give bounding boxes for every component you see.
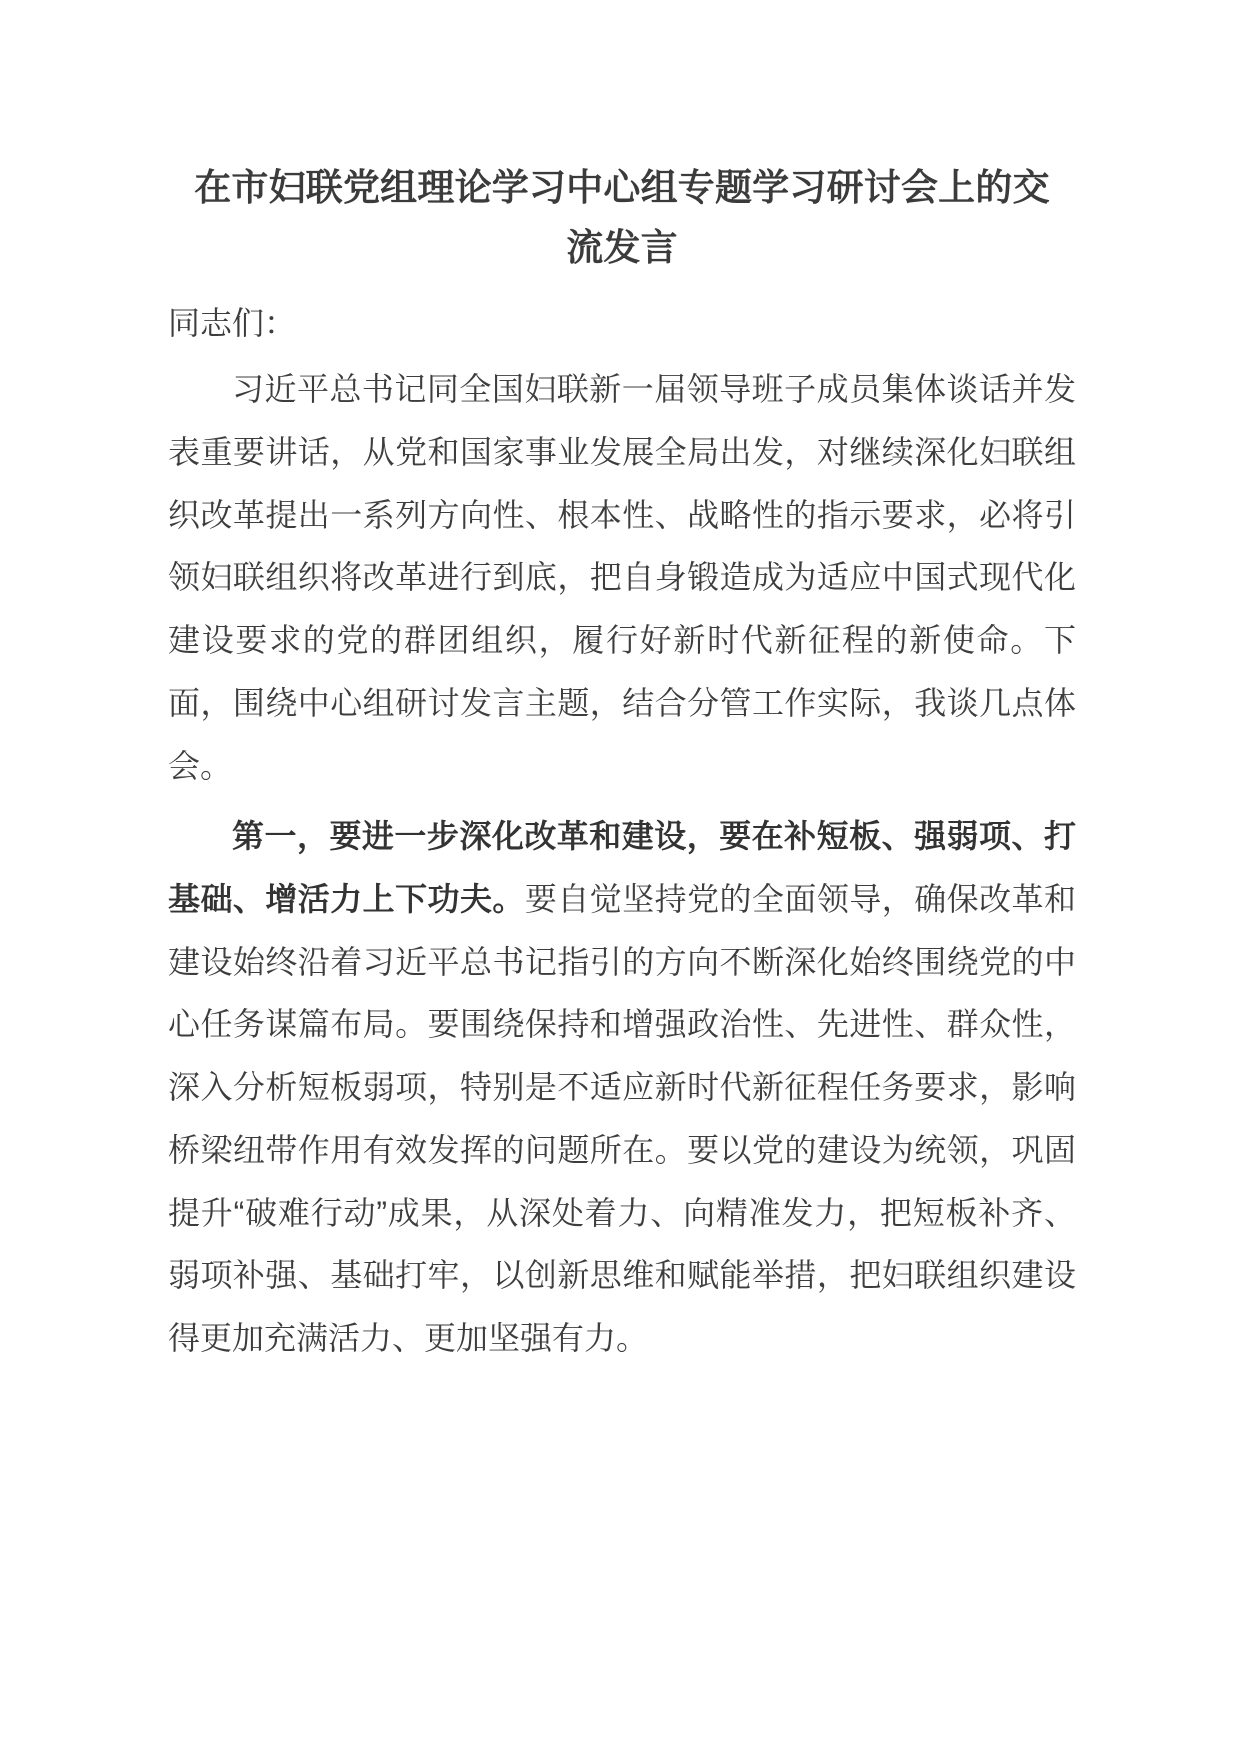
- paragraph-section-one: [168, 805, 1076, 1369]
- paragraph-intro-text: 习近平总书记同全国妇联新一届领导班子成员集体谈话并发表重要讲话，从党和国家事业发展全局出发，对继续深化妇联组织改革提出一系列方向性、根本性、战略性的指示要求，必将引领妇联组织将改革进行到底，把自身锻造成为适应中国式现代化建设要求的党的群团组织，履行好新时代新征程的新使命。下面，围绕中心组研讨发言主题，结合分管工作实际，我谈几点体会。: [168, 371, 1076, 784]
- paragraph-section-one-lead: 第一，要进一步深化改革和建设，要在补短板、强弱项、打基础、增活力上下功夫。: [168, 818, 1076, 918]
- paragraph-section-one-text: 要自觉坚持党的全面领导，确保改革和建设始终沿着习近平总书记指引的方向不断深化始终围绕党的中心任务谋篇布局。要围绕保持和增强政治性、先进性、群众性，深入分析短板弱项，特别是不适应新时代新征程任务要求，影响桥梁纽带作用有效发挥的问题所在。要以党的建设为统领，巩固提升“破难行动”成果，从深处着力、向精准发力，把短板补齐、弱项补强、基础打牢，以创新思维和赋能举措，把妇联组织建设得更加充满活力、更加坚强有力。: [168, 881, 1076, 1357]
- document-body: [168, 158, 1076, 1372]
- page-title: 在市妇联党组理论学习中心组专题学习研讨会上的交流发言: [194, 167, 1050, 268]
- salutation: 同志们：: [168, 304, 297, 341]
- paragraph-intro: [168, 358, 1076, 797]
